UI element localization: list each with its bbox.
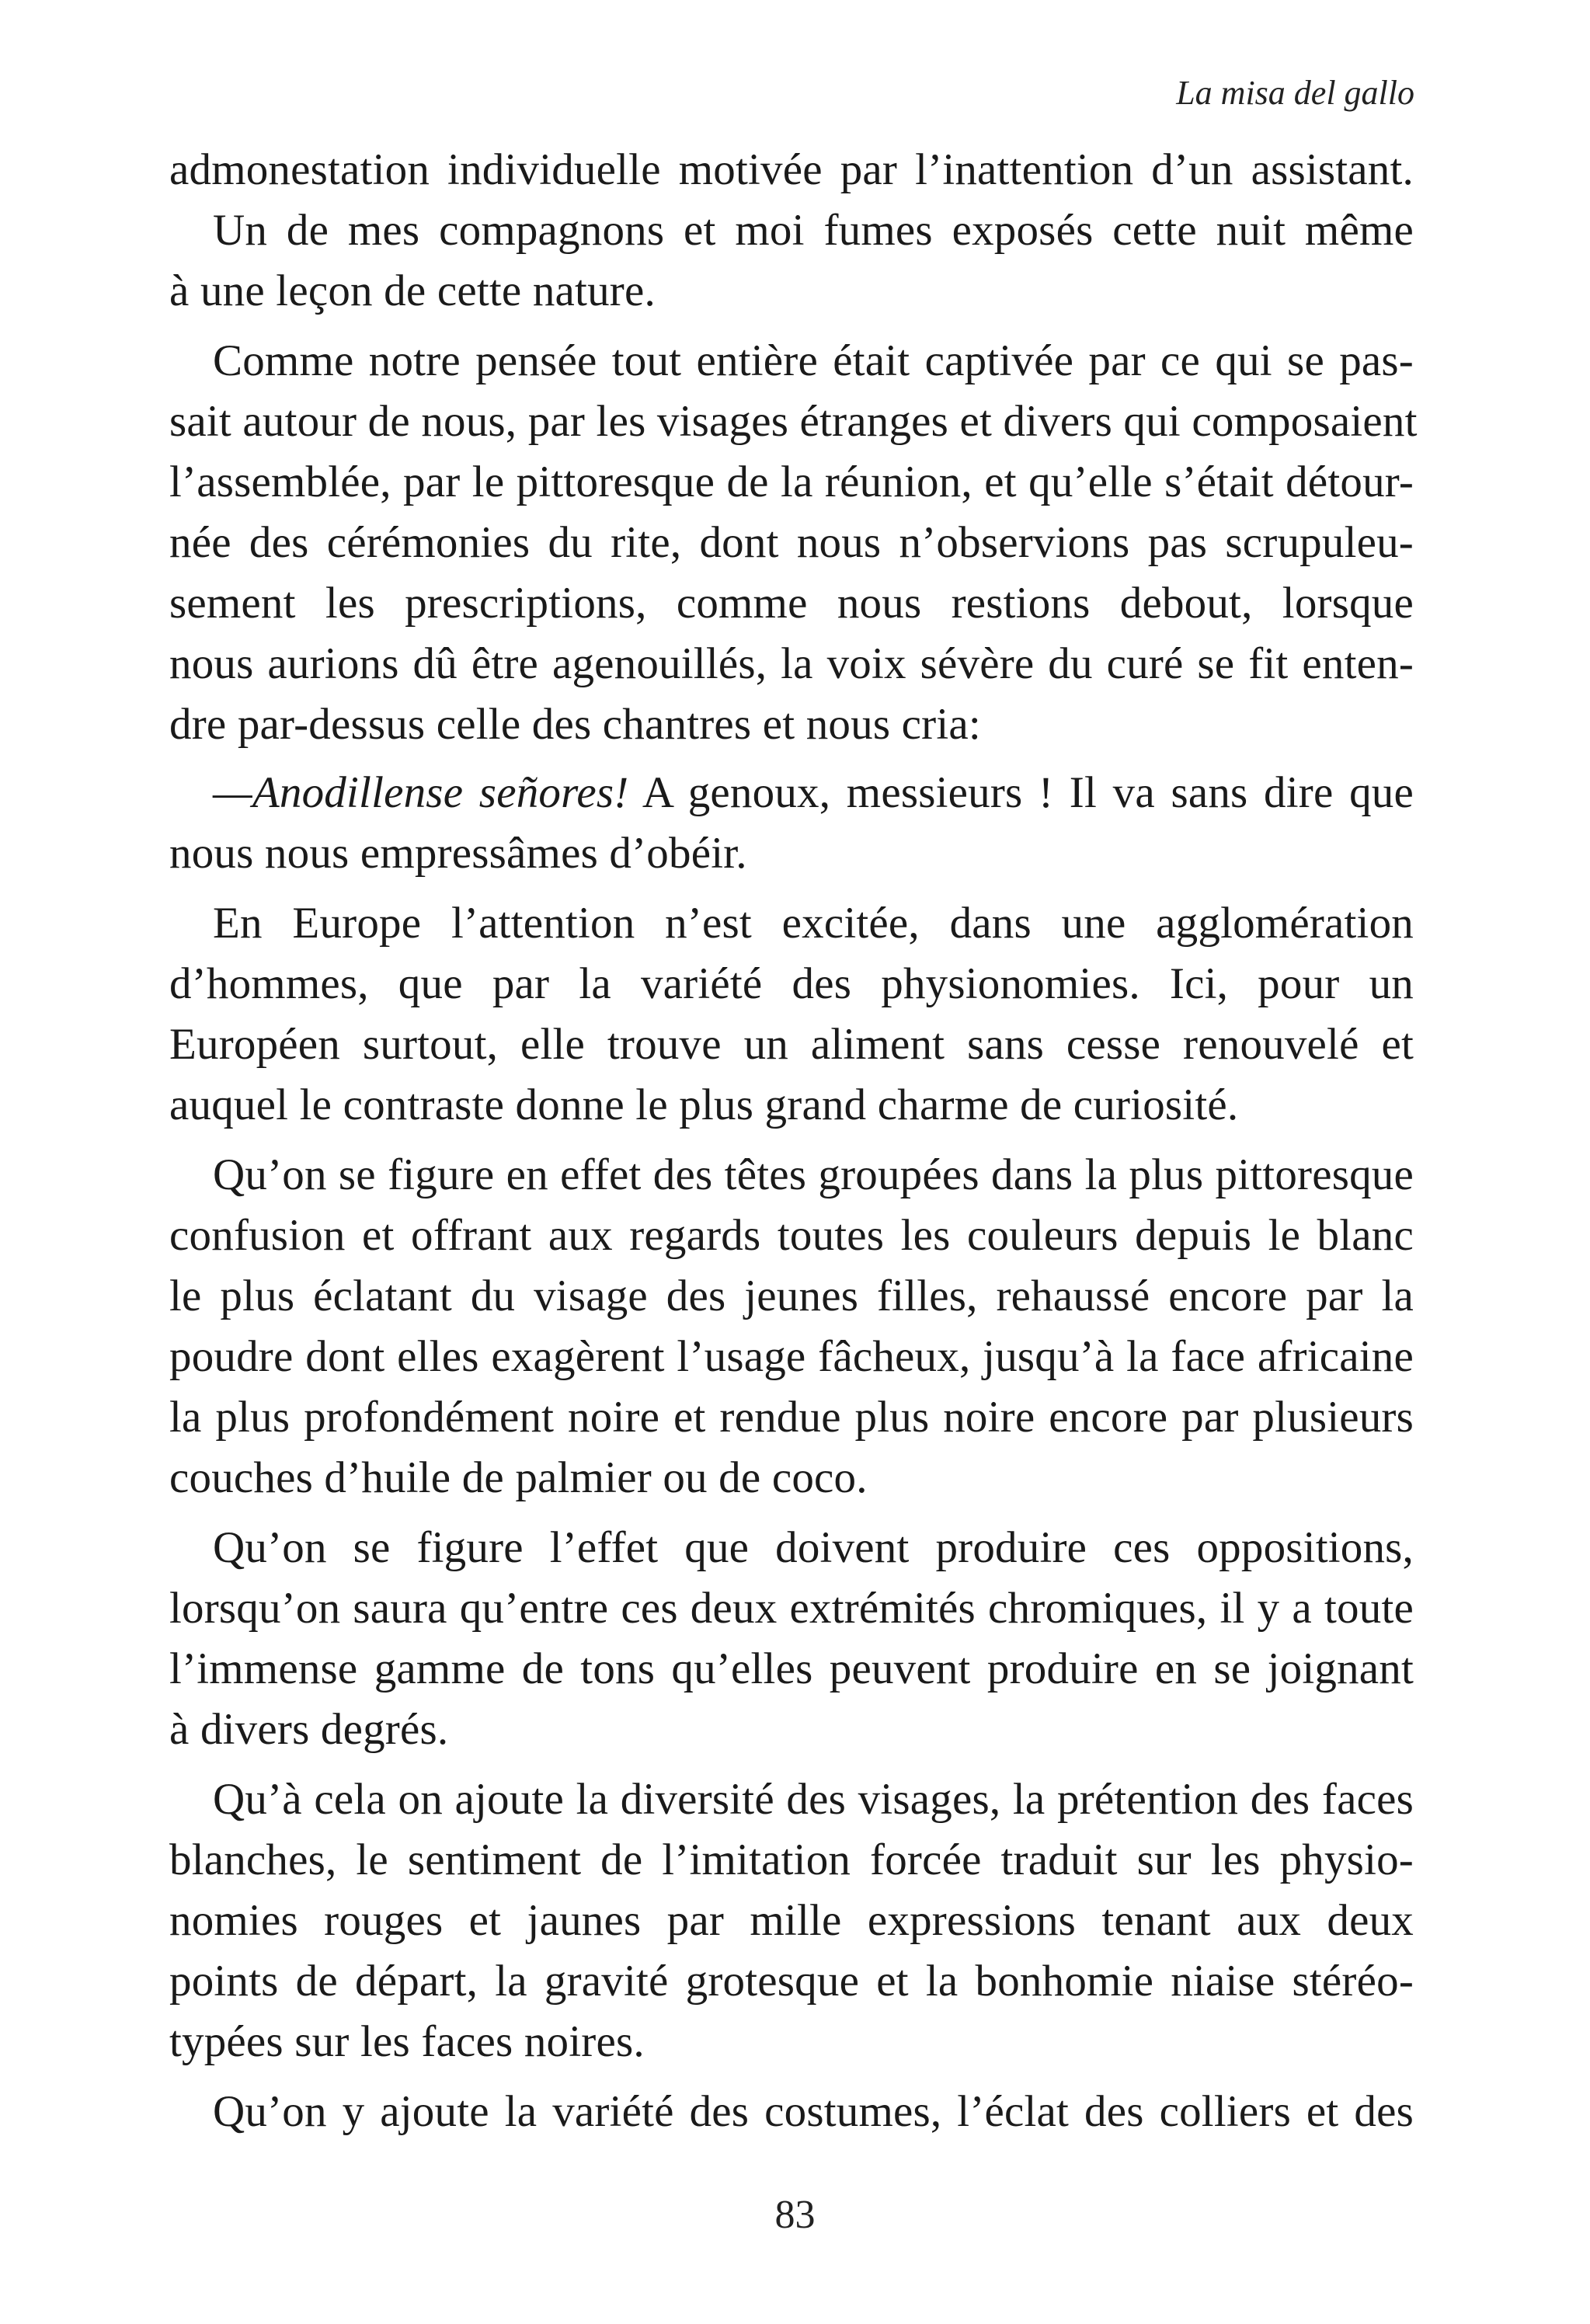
text-line: auquel le contraste donne le plus grand charme de curiosité. bbox=[169, 1080, 1239, 1129]
text-line: Qu’on se figure en effet des têtes groupées dans la plus pittoresque bbox=[213, 1150, 1414, 1199]
text-line: admonestation individuelle motivée par l’inattention d’un assistant. bbox=[169, 145, 1414, 194]
text-line: née des cérémonies du rite, dont nous n’observions pas scrupuleu- bbox=[169, 518, 1414, 567]
text-line: poudre dont elles exagèrent l’usage fâcheux, jusqu’à la face africaine bbox=[169, 1332, 1414, 1381]
running-head-title: La misa del gallo bbox=[1176, 74, 1414, 112]
text-line: à une leçon de cette nature. bbox=[169, 266, 656, 315]
text-line: sait autour de nous, par les visages étranges et divers qui composaient bbox=[169, 397, 1418, 446]
text-line: blanches, le sentiment de l’imitation forcée traduit sur les physio- bbox=[169, 1835, 1414, 1884]
text-line: la plus profondément noire et rendue plus noire encore par plusieurs bbox=[169, 1393, 1414, 1442]
text-line: typées sur les faces noires. bbox=[169, 2017, 645, 2066]
text-line-dialogue bbox=[213, 768, 1414, 817]
text-line: nous aurions dû être agenouillés, la voix sévère du curé se fit enten- bbox=[169, 639, 1414, 688]
text-line: En Europe l’attention n’est excitée, dans une agglomération bbox=[213, 899, 1414, 948]
text-line: sement les prescriptions, comme nous restions debout, lorsque bbox=[169, 579, 1414, 628]
text-line: d’hommes, que par la variété des physionomies. Ici, pour un bbox=[169, 959, 1414, 1008]
text-line: nomies rouges et jaunes par mille expressions tenant aux deux bbox=[169, 1896, 1414, 1945]
text-line: Qu’à cela on ajoute la diversité des visages, la prétention des faces bbox=[213, 1775, 1414, 1824]
text-line: l’immense gamme de tons qu’elles peuvent produire en se joignant bbox=[169, 1644, 1414, 1693]
text-line: Un de mes compagnons et moi fumes exposés cette nuit même bbox=[213, 206, 1414, 255]
text-line: confusion et offrant aux regards toutes les couleurs depuis le blanc bbox=[169, 1211, 1414, 1260]
text-line: Comme notre pensée tout entière était captivée par ce qui se pas- bbox=[213, 336, 1414, 385]
text-line: Qu’on y ajoute la variété des costumes, l’éclat des colliers et des bbox=[213, 2087, 1414, 2136]
text-line: l’assemblée, par le pittoresque de la réunion, et qu’elle s’était détour- bbox=[169, 457, 1414, 506]
text-line: lorsqu’on saura qu’entre ces deux extrémités chromiques, il y a toute bbox=[169, 1584, 1414, 1633]
text-line: points de départ, la gravité grotesque et la bonhomie niaise stéréo- bbox=[169, 1957, 1414, 2006]
text-line: à divers degrés. bbox=[169, 1705, 449, 1754]
text-line: dre par-dessus celle des chantres et nous cria: bbox=[169, 700, 981, 749]
text-line: nous nous empressâmes d’obéir. bbox=[169, 829, 747, 878]
dialogue-continuation: A genoux, messieurs ! Il va sans dire que bbox=[628, 768, 1414, 817]
page-number: 83 bbox=[774, 2193, 816, 2237]
text-line: couches d’huile de palmier ou de coco. bbox=[169, 1453, 868, 1502]
spanish-exclamation: —Anodillense señores! bbox=[213, 768, 629, 817]
text-line: Européen surtout, elle trouve un aliment sans cesse renouvelé et bbox=[169, 1020, 1414, 1069]
text-line: le plus éclatant du visage des jeunes filles, rehaussé encore par la bbox=[169, 1272, 1414, 1320]
text-line: Qu’on se figure l’effet que doivent produire ces oppositions, bbox=[213, 1523, 1414, 1572]
